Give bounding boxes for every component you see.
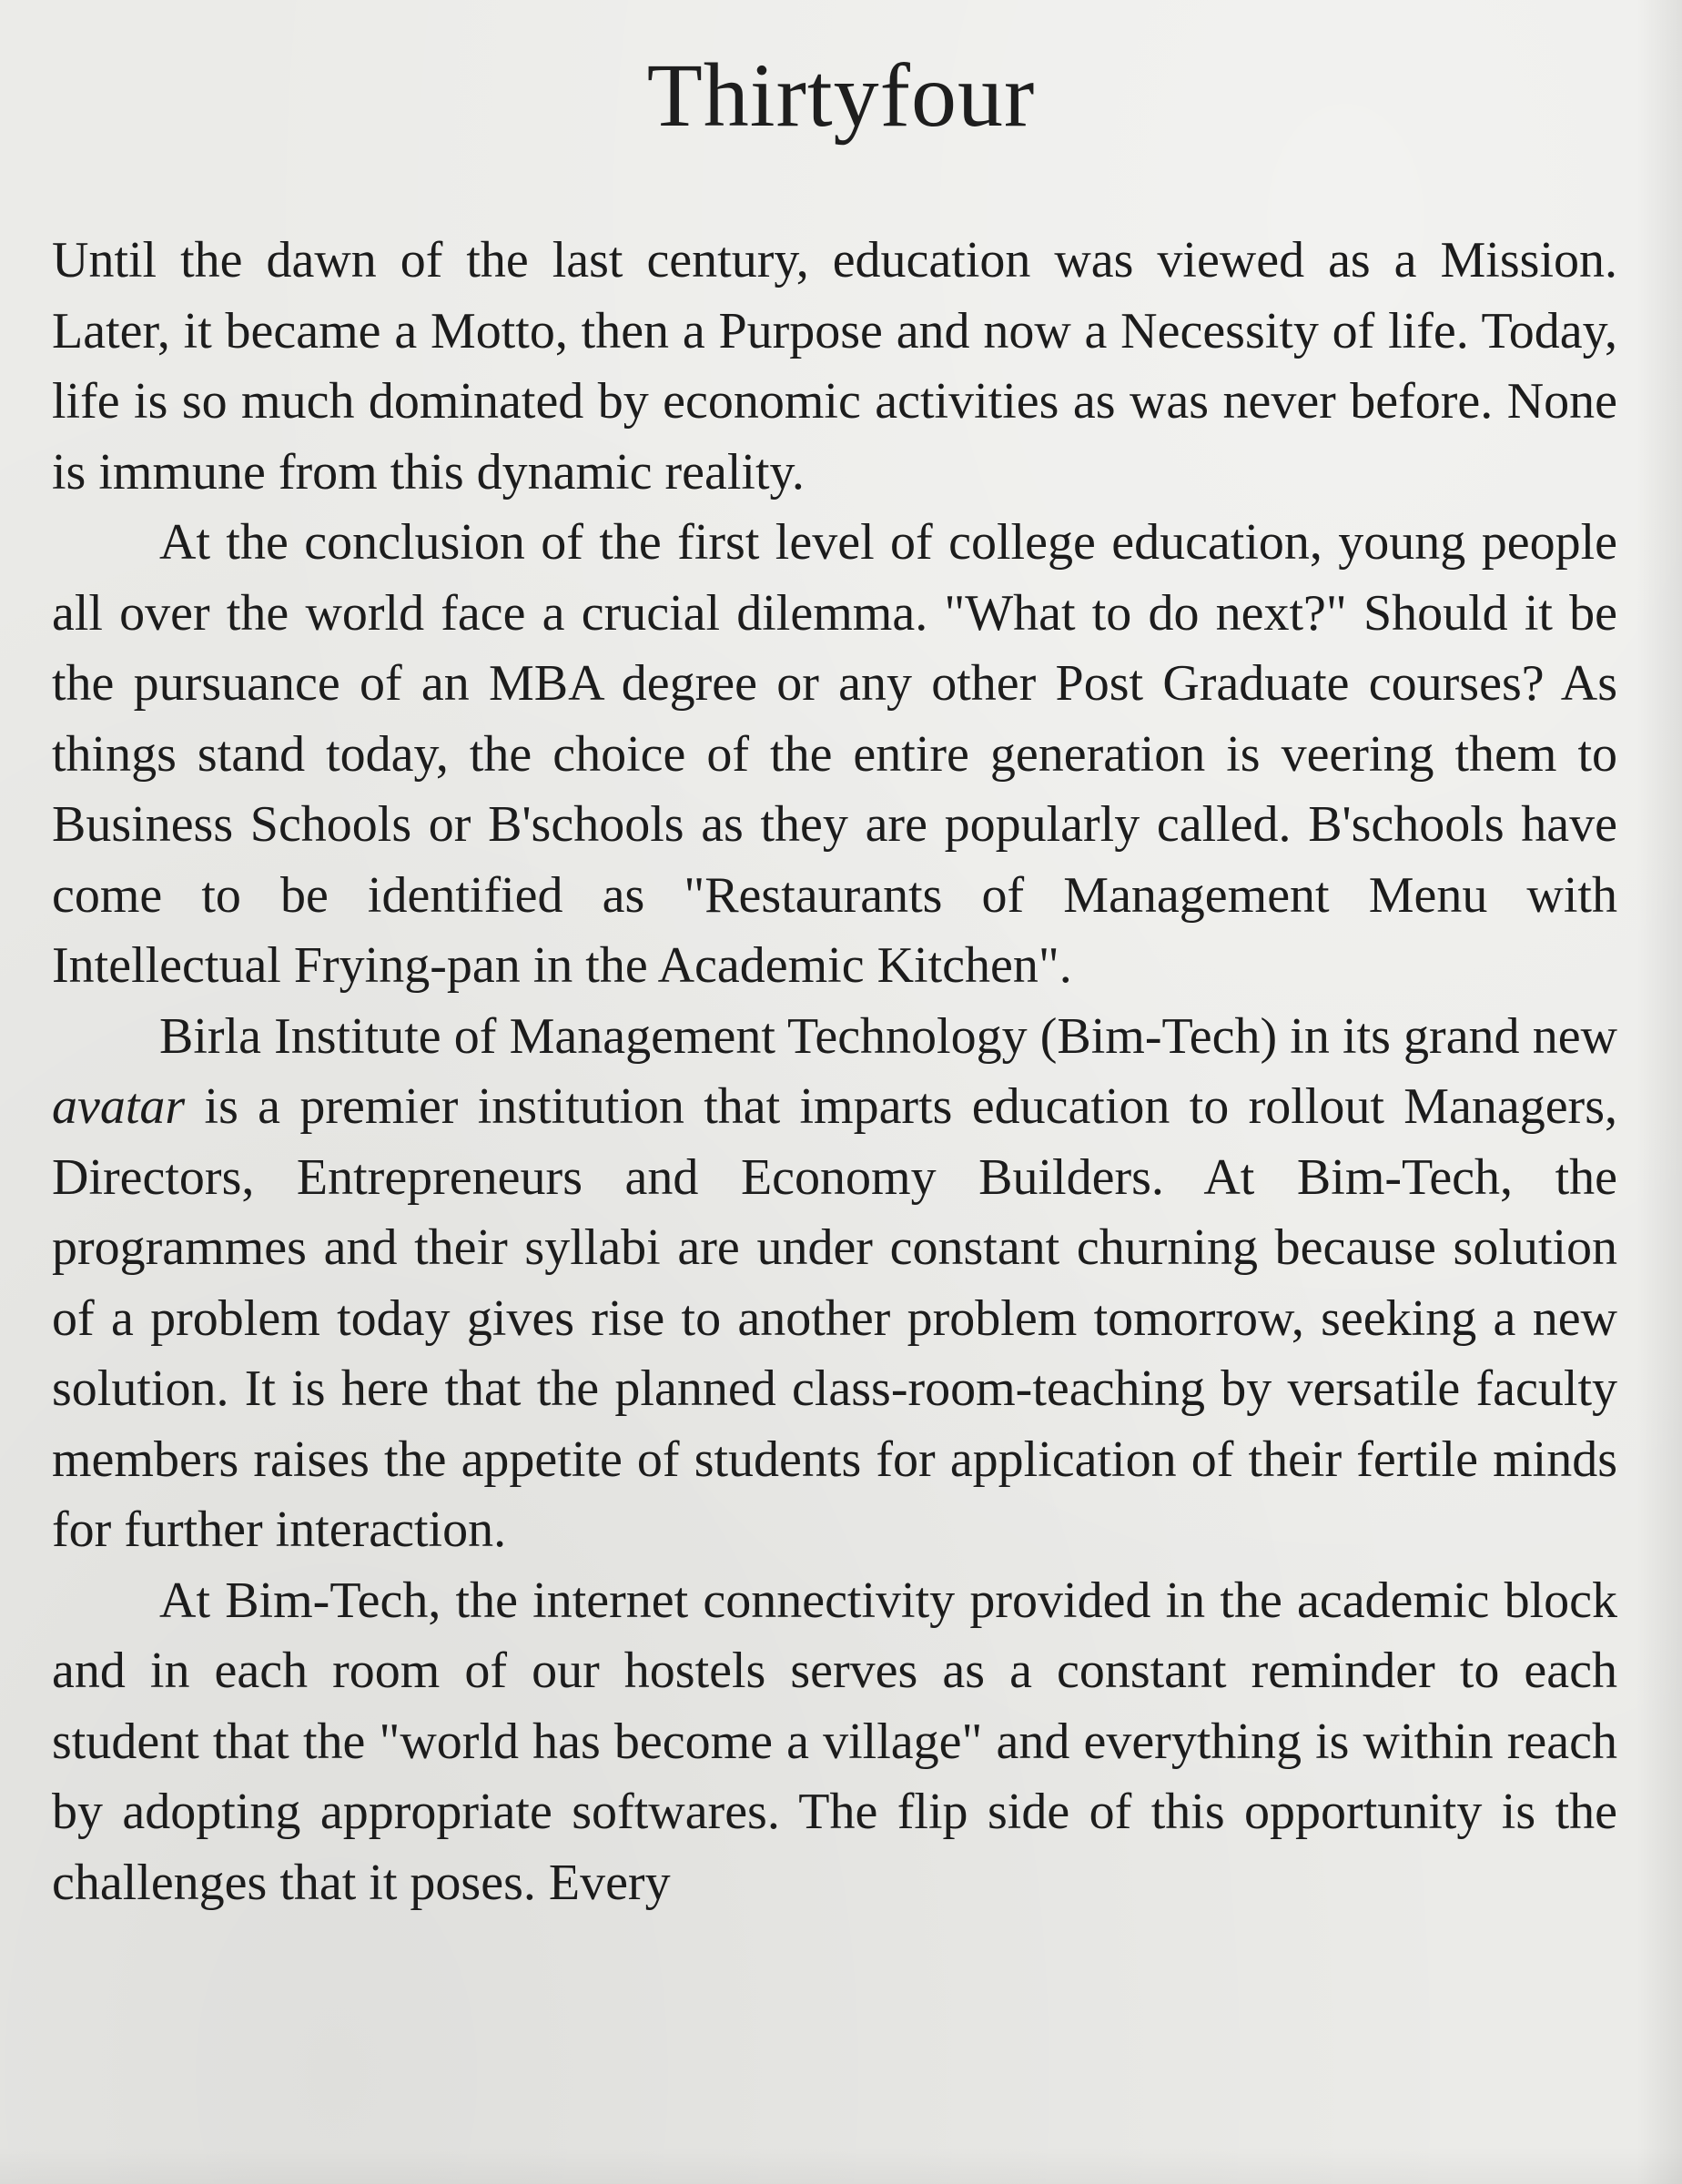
- chapter-title: Thirtyfour: [646, 45, 1036, 146]
- paragraph-4: At Bim-Tech, the internet connectivity provided in the academic block and in each room of our hostels serves as a constant reminder to each student that the "world has become a village" and everything is within reach by adopting appropriate softwares. The flip side of this opportunity is the challenges that it poses. Every: [52, 1572, 1617, 1911]
- paragraph-2: At the conclusion of the first level of college education, young people all over the world face a crucial dilemma. "What to do next?" Should it be the pursuance of an MBA degree or any other Post Graduate courses? As things stand today, the choice of the entire generation is veering them to Business Schools or B'schools as they are popularly called. B'schools have come to be identified as "Restaurants of Management Menu with Intellectual Frying-pan in the Academic Kitchen".: [52, 514, 1617, 994]
- paragraph-1: Until the dawn of the last century, education was viewed as a Mission. Later, it became a Motto, then a Purpose and now a Necessity of life. Today, life is so much dominated by economic activities as was never before. None is immune from this dynamic reality.: [52, 232, 1617, 500]
- body-text: [52, 226, 1617, 1918]
- paragraph-3-text-end: is a premier institution that imparts education to rollout Managers, Directors, Entrepreneurs and Economy Builders. At Bim-Tech, the programmes and their syllabi are under constant churning because solution of a problem today gives rise to another problem tomorrow, seeking a new solution. It is here that the planned class-room-teaching by versatile faculty members raises the appetite of students for application of their fertile minds for further interaction.: [52, 1078, 1617, 1558]
- page-bottom-shade: [0, 2148, 1682, 2184]
- page-edge-shadow: [1636, 0, 1682, 2184]
- paragraph-3-italic-word: avatar: [52, 1078, 186, 1135]
- paragraph-3: [52, 1002, 1617, 1566]
- paragraph-3-text-start: Birla Institute of Management Technology (Bim-Tech) in its grand new: [159, 1007, 1617, 1065]
